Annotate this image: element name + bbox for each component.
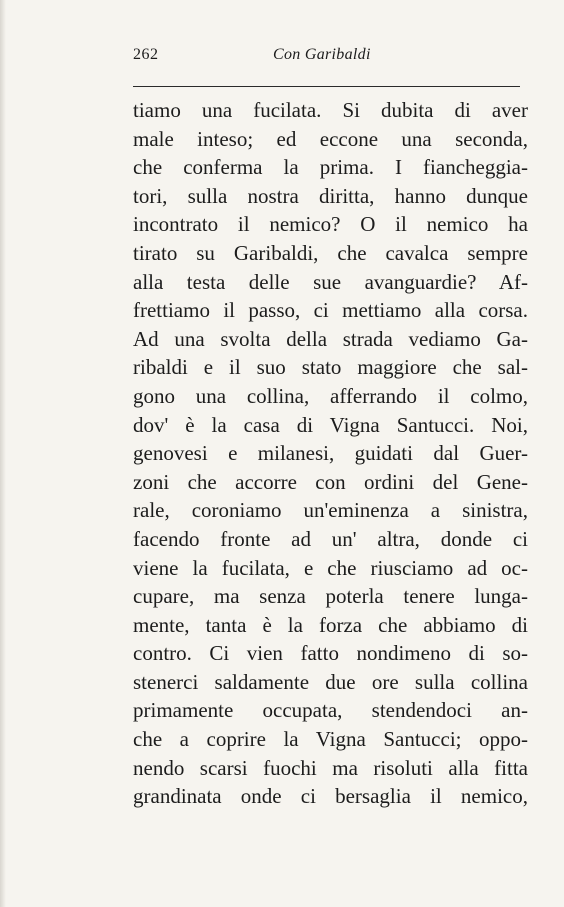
- text-line: che conferma la prima. I fiancheggia-: [133, 155, 528, 180]
- text-line: tiamo una fucilata. Si dubita di aver: [133, 98, 528, 122]
- text-line: genovesi e milanesi, guidati dal Guer-: [133, 441, 528, 466]
- text-line: alla testa delle sue avanguardie? Af-: [133, 269, 528, 294]
- page-header: [133, 46, 525, 76]
- text-line: contro. Ci vien fatto nondimeno di so-: [133, 641, 528, 666]
- text-line: tori, sulla nostra diritta, hanno dunque: [133, 183, 528, 208]
- text-line: tirato su Garibaldi, che cavalca sempre: [133, 240, 528, 265]
- running-head: Con Garibaldi: [273, 46, 371, 63]
- text-line: gono una collina, afferrando il colmo,: [133, 383, 528, 408]
- text-line: male inteso; ed eccone una seconda,: [133, 126, 528, 151]
- text-line: frettiamo il passo, ci mettiamo alla corsa.: [133, 298, 528, 323]
- text-line: primamente occupata, stendendoci an-: [133, 698, 528, 723]
- text-line: mente, tanta è la forza che abbiamo di: [133, 612, 528, 637]
- page-number: 262: [133, 46, 159, 63]
- text-line: cupare, ma senza poterla tenere lunga-: [133, 584, 528, 609]
- text-line: ribaldi e il suo stato maggiore che sal-: [133, 355, 528, 380]
- text-line: facendo fronte ad un' altra, donde ci: [133, 526, 528, 551]
- text-line: Ad una svolta della strada vediamo Ga-: [133, 326, 528, 351]
- text-line: zoni che accorre con ordini del Gene-: [133, 469, 528, 494]
- text-line: dov' è la casa di Vigna Santucci. Noi,: [133, 412, 528, 437]
- header-rule: [133, 86, 520, 87]
- body-text: [133, 96, 528, 811]
- text-line: grandinata onde ci bersaglia il nemico,: [133, 784, 528, 809]
- text-line: nendo scarsi fuochi ma risoluti alla fitta: [133, 755, 528, 780]
- text-line: che a coprire la Vigna Santucci; oppo-: [133, 727, 528, 752]
- text-line: incontrato il nemico? O il nemico ha: [133, 212, 528, 237]
- text-line: rale, coroniamo un'eminenza a sinistra,: [133, 498, 528, 523]
- text-line: viene la fucilata, e che riusciamo ad oc-: [133, 555, 528, 580]
- page-edge-shadow: [0, 0, 6, 907]
- text-line: stenerci saldamente due ore sulla collina: [133, 669, 528, 694]
